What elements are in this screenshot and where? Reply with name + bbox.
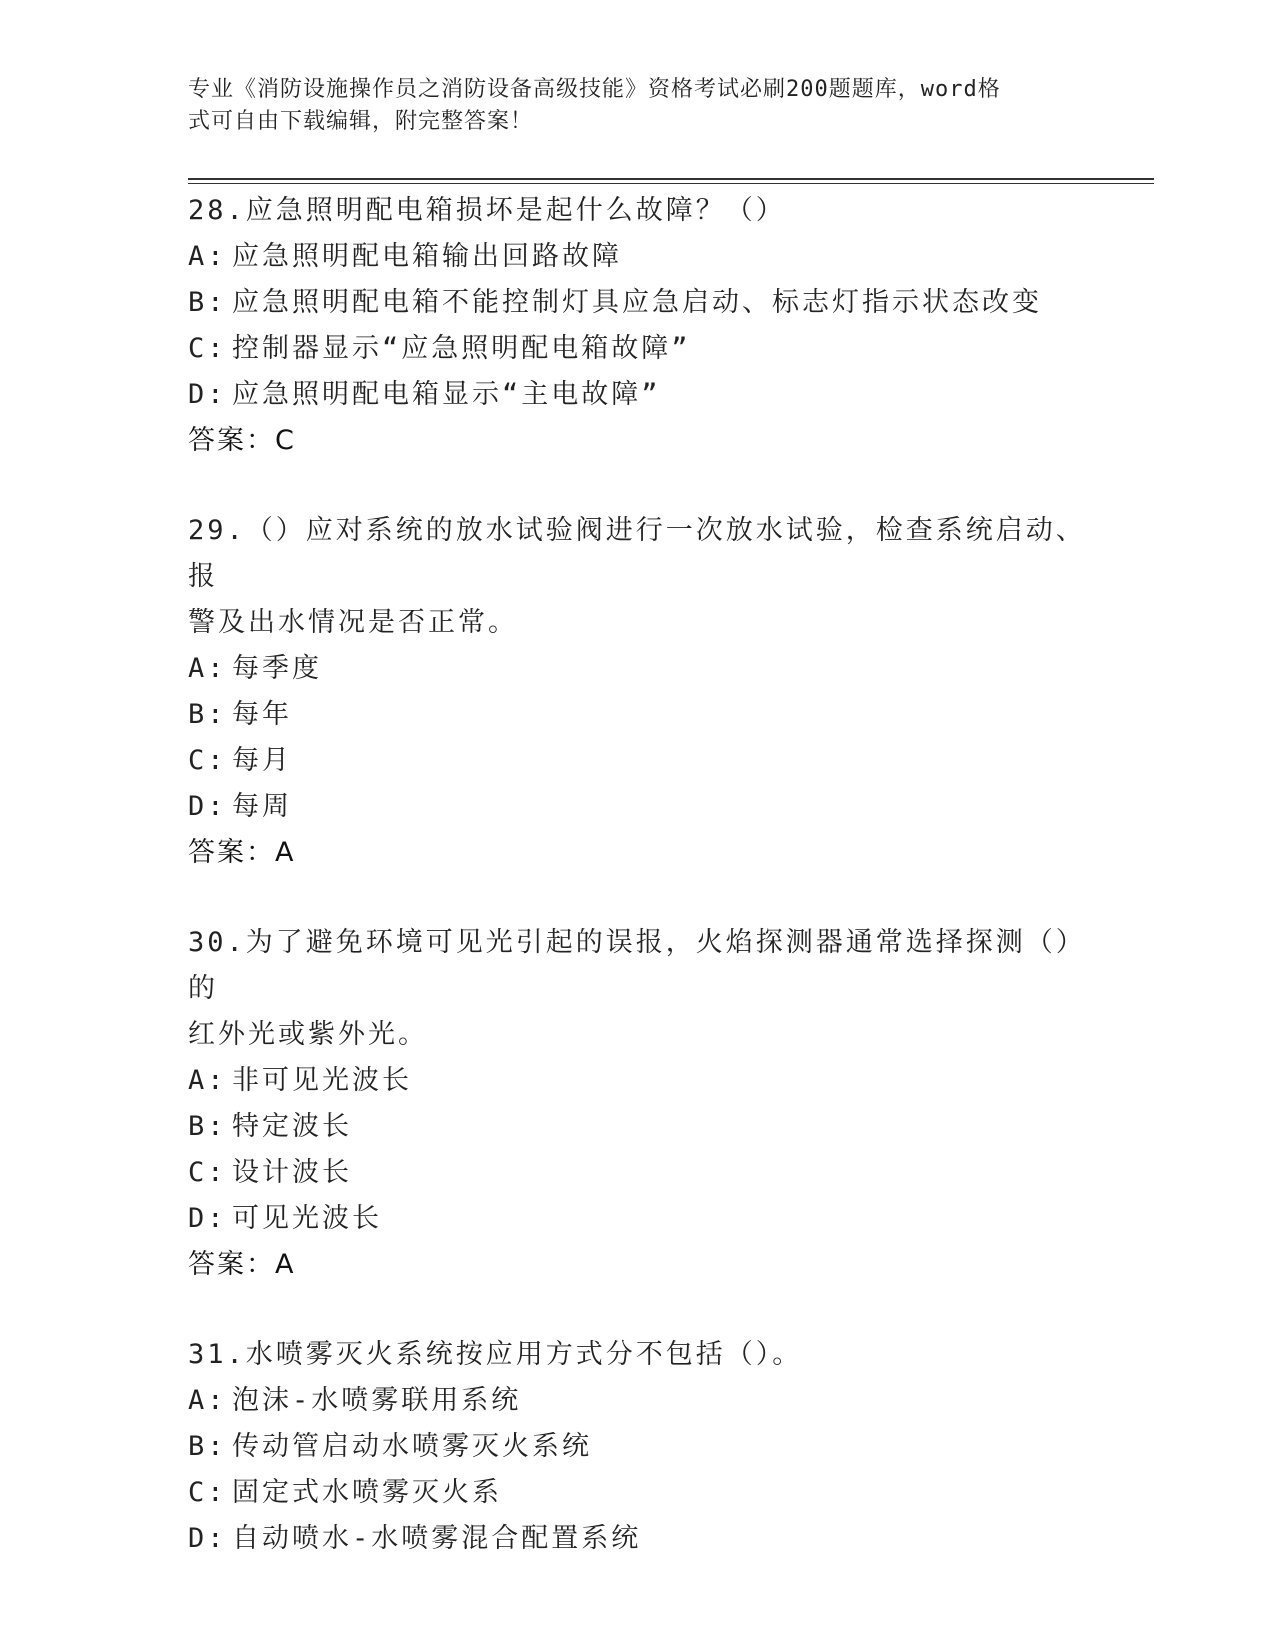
question-28 bbox=[188, 188, 1088, 464]
header-divider-thick bbox=[188, 178, 1154, 180]
option-a bbox=[188, 646, 1088, 692]
question-31 bbox=[188, 1332, 1088, 1562]
question-stem: 28.应急照明配电箱损坏是起什么故障？（） bbox=[188, 195, 786, 226]
option-b bbox=[188, 1104, 1088, 1150]
option-text: 每月 bbox=[232, 745, 292, 776]
option-d bbox=[188, 784, 1088, 830]
answer-line: 答案：C bbox=[188, 425, 296, 456]
question-stem: 29.（）应对系统的放水试验阀进行一次放水试验，检查系统启动、报 bbox=[188, 515, 1086, 592]
question-stem-continued: 红外光或紫外光。 bbox=[188, 1019, 428, 1050]
option-text: 每周 bbox=[232, 791, 292, 822]
option-text: 每年 bbox=[232, 699, 292, 730]
option-c bbox=[188, 326, 1088, 372]
option-a bbox=[188, 1058, 1088, 1104]
option-letter: D: bbox=[188, 1203, 227, 1234]
option-b bbox=[188, 692, 1088, 738]
header-divider-thin bbox=[188, 183, 1154, 184]
option-text: 控制器显示“应急照明配电箱故障” bbox=[232, 333, 691, 364]
option-letter: B: bbox=[188, 699, 227, 730]
option-text: 应急照明配电箱显示“主电故障” bbox=[232, 379, 661, 410]
option-text: 应急照明配电箱不能控制灯具应急启动、标志灯指示状态改变 bbox=[232, 287, 1042, 318]
question-30 bbox=[188, 920, 1088, 1288]
question-spacer bbox=[188, 1288, 1088, 1332]
option-text: 自动喷水-水喷雾混合配置系统 bbox=[232, 1523, 642, 1554]
header-line-2: 式可自由下载编辑，附完整答案！ bbox=[188, 109, 534, 134]
answer-line: 答案：A bbox=[188, 1249, 296, 1280]
option-letter: C: bbox=[188, 1477, 227, 1508]
option-d bbox=[188, 1516, 1088, 1562]
question-spacer bbox=[188, 876, 1088, 920]
option-c bbox=[188, 1150, 1088, 1196]
option-d bbox=[188, 1196, 1088, 1242]
option-letter: C: bbox=[188, 1157, 227, 1188]
question-stem-continued: 警及出水情况是否正常。 bbox=[188, 607, 518, 638]
option-text: 泡沫-水喷雾联用系统 bbox=[232, 1385, 522, 1416]
header-line-1: 专业《消防设施操作员之消防设备高级技能》资格考试必刷200题题库，word格 bbox=[188, 77, 1001, 102]
option-letter: C: bbox=[188, 745, 227, 776]
option-letter: D: bbox=[188, 791, 227, 822]
option-text: 特定波长 bbox=[232, 1111, 352, 1142]
option-letter: B: bbox=[188, 1111, 227, 1142]
question-list bbox=[188, 188, 1088, 1562]
answer-line: 答案：A bbox=[188, 837, 296, 868]
option-c bbox=[188, 1470, 1088, 1516]
option-c bbox=[188, 738, 1088, 784]
option-text: 可见光波长 bbox=[232, 1203, 382, 1234]
option-letter: A: bbox=[188, 241, 227, 272]
option-letter: A: bbox=[188, 1385, 227, 1416]
option-letter: A: bbox=[188, 1065, 227, 1096]
option-b bbox=[188, 1424, 1088, 1470]
option-text: 每季度 bbox=[232, 653, 322, 684]
option-b bbox=[188, 280, 1088, 326]
option-letter: B: bbox=[188, 287, 227, 318]
option-text: 设计波长 bbox=[232, 1157, 352, 1188]
question-spacer bbox=[188, 464, 1088, 508]
option-a bbox=[188, 1378, 1088, 1424]
question-stem: 31.水喷雾灭火系统按应用方式分不包括（）。 bbox=[188, 1339, 803, 1370]
option-letter: B: bbox=[188, 1431, 227, 1462]
option-text: 应急照明配电箱输出回路故障 bbox=[232, 241, 622, 272]
option-d bbox=[188, 372, 1088, 418]
option-letter: C: bbox=[188, 333, 227, 364]
document-header bbox=[188, 74, 1088, 138]
option-letter: A: bbox=[188, 653, 227, 684]
option-text: 固定式水喷雾灭火系 bbox=[232, 1477, 502, 1508]
option-a bbox=[188, 234, 1088, 280]
option-text: 传动管启动水喷雾灭火系统 bbox=[232, 1431, 592, 1462]
question-29 bbox=[188, 508, 1088, 876]
option-letter: D: bbox=[188, 379, 227, 410]
option-letter: D: bbox=[188, 1523, 227, 1554]
question-stem: 30.为了避免环境可见光引起的误报，火焰探测器通常选择探测（）的 bbox=[188, 927, 1086, 1004]
option-text: 非可见光波长 bbox=[232, 1065, 412, 1096]
